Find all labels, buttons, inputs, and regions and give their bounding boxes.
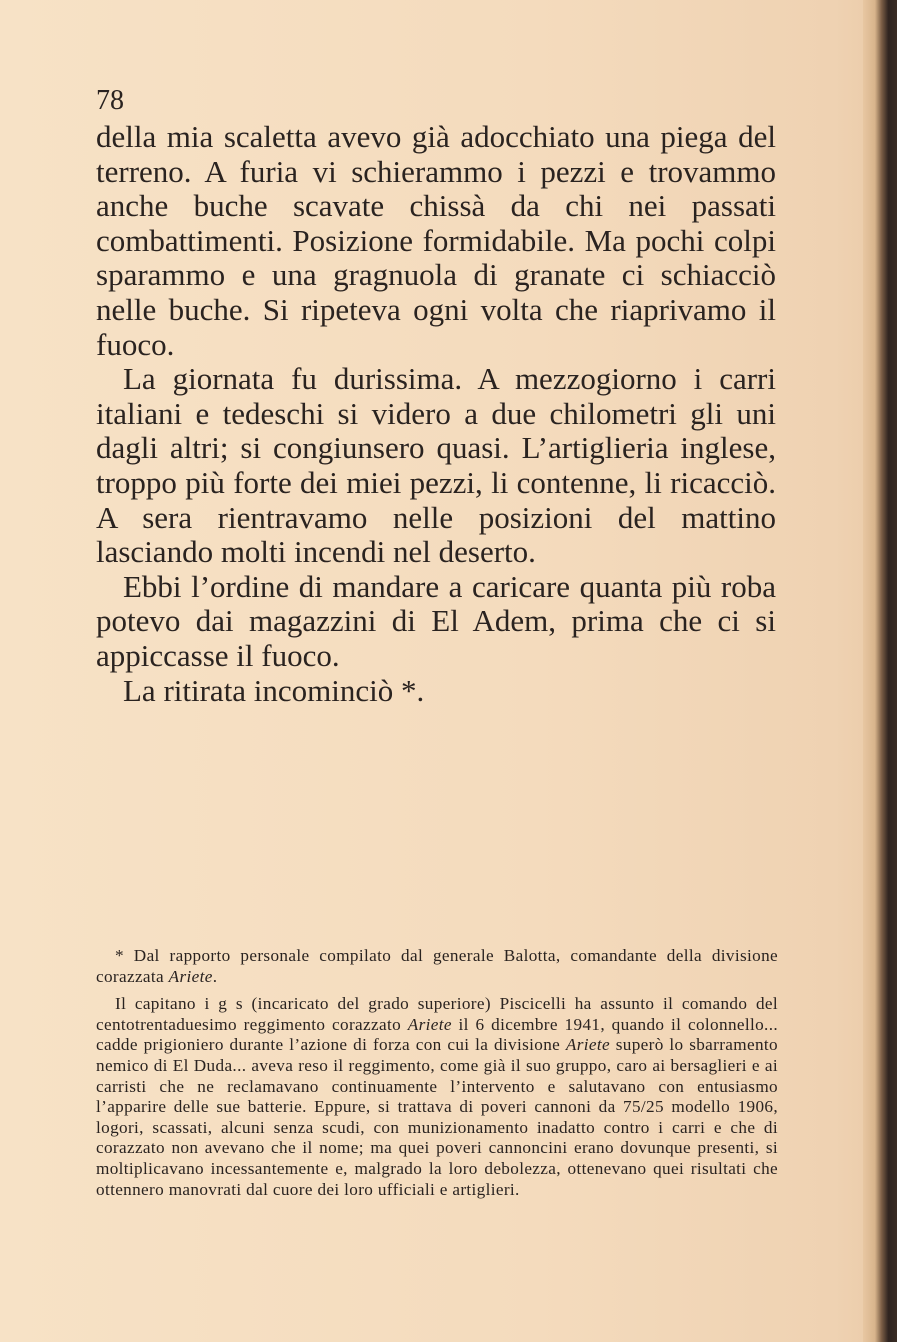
main-text [96, 120, 776, 708]
footnote: * Dal rapporto personale compilato dal generale Balotta, comandante della divisione corazzata Ariete. [96, 946, 778, 986]
paragraph: della mia scaletta avevo già adocchiato una piega del terreno. A furia vi schierammo i pezzi e trovammo anche buche scavate chissà da chi nei passati combattimenti. Posizione formidabile. Ma pochi colpi sparammo e una gragnuola di granate ci schiacciò nelle buche. Si ripeteva ogni volta che riaprivamo il fuoco. [96, 119, 776, 362]
book-spine-shadow [863, 0, 897, 1342]
page-number: 78 [96, 85, 124, 116]
paragraph: La ritirata incominciò *. [123, 672, 425, 708]
footnotes [96, 946, 778, 1200]
paragraph: Ebbi l’ordine di mandare a caricare quanta più roba potevo dai magazzini di El Adem, prima che ci si appiccasse il fuoco. [96, 568, 776, 673]
footnote: Il capitano i g s (incaricato del grado superiore) Piscicelli ha assunto il comando del centotrentaduesimo reggimento corazzato Ariete il 6 dicembre 1941, quando il colonnello... cadde prigioniero durante l’azione di forza con cui la divisione Ariete superò lo sbarramento nemico di El Duda... aveva reso il reggimento, come già il suo gruppo, caro ai bersaglieri e ai carristi che ne reclamavano continuamente l’intervento e salutavano con entusiasmo l’apparire delle sue batterie. Eppure, si trattava di poveri cannoni da 75/25 modello 1906, logori, scassati, alcuni senza scudi, con munizionamento inadatto contro i carri e che di corazzato non avevano che il nome; ma quei poveri cannoncini erano dovunque presenti, si moltiplicavano incessantemente e, malgrado la loro debolezza, ottenevano quei risultati che ottennero manovrati dal cuore dei loro ufficiali e artiglieri. [96, 994, 778, 1199]
italic-title: Ariete [168, 966, 213, 986]
paragraph: La giornata fu durissima. A mezzogiorno i carri italiani e tedeschi si videro a due chilometri gli uni dagli altri; si congiunsero quasi. L’artiglieria inglese, troppo più forte dei miei pezzi, li contenne, li ricacciò. A sera rientravamo nelle posizioni del mattino lasciando molti incendi nel deserto. [96, 361, 776, 570]
italic-title: Ariete [565, 1035, 610, 1055]
italic-title: Ariete [407, 1014, 452, 1034]
